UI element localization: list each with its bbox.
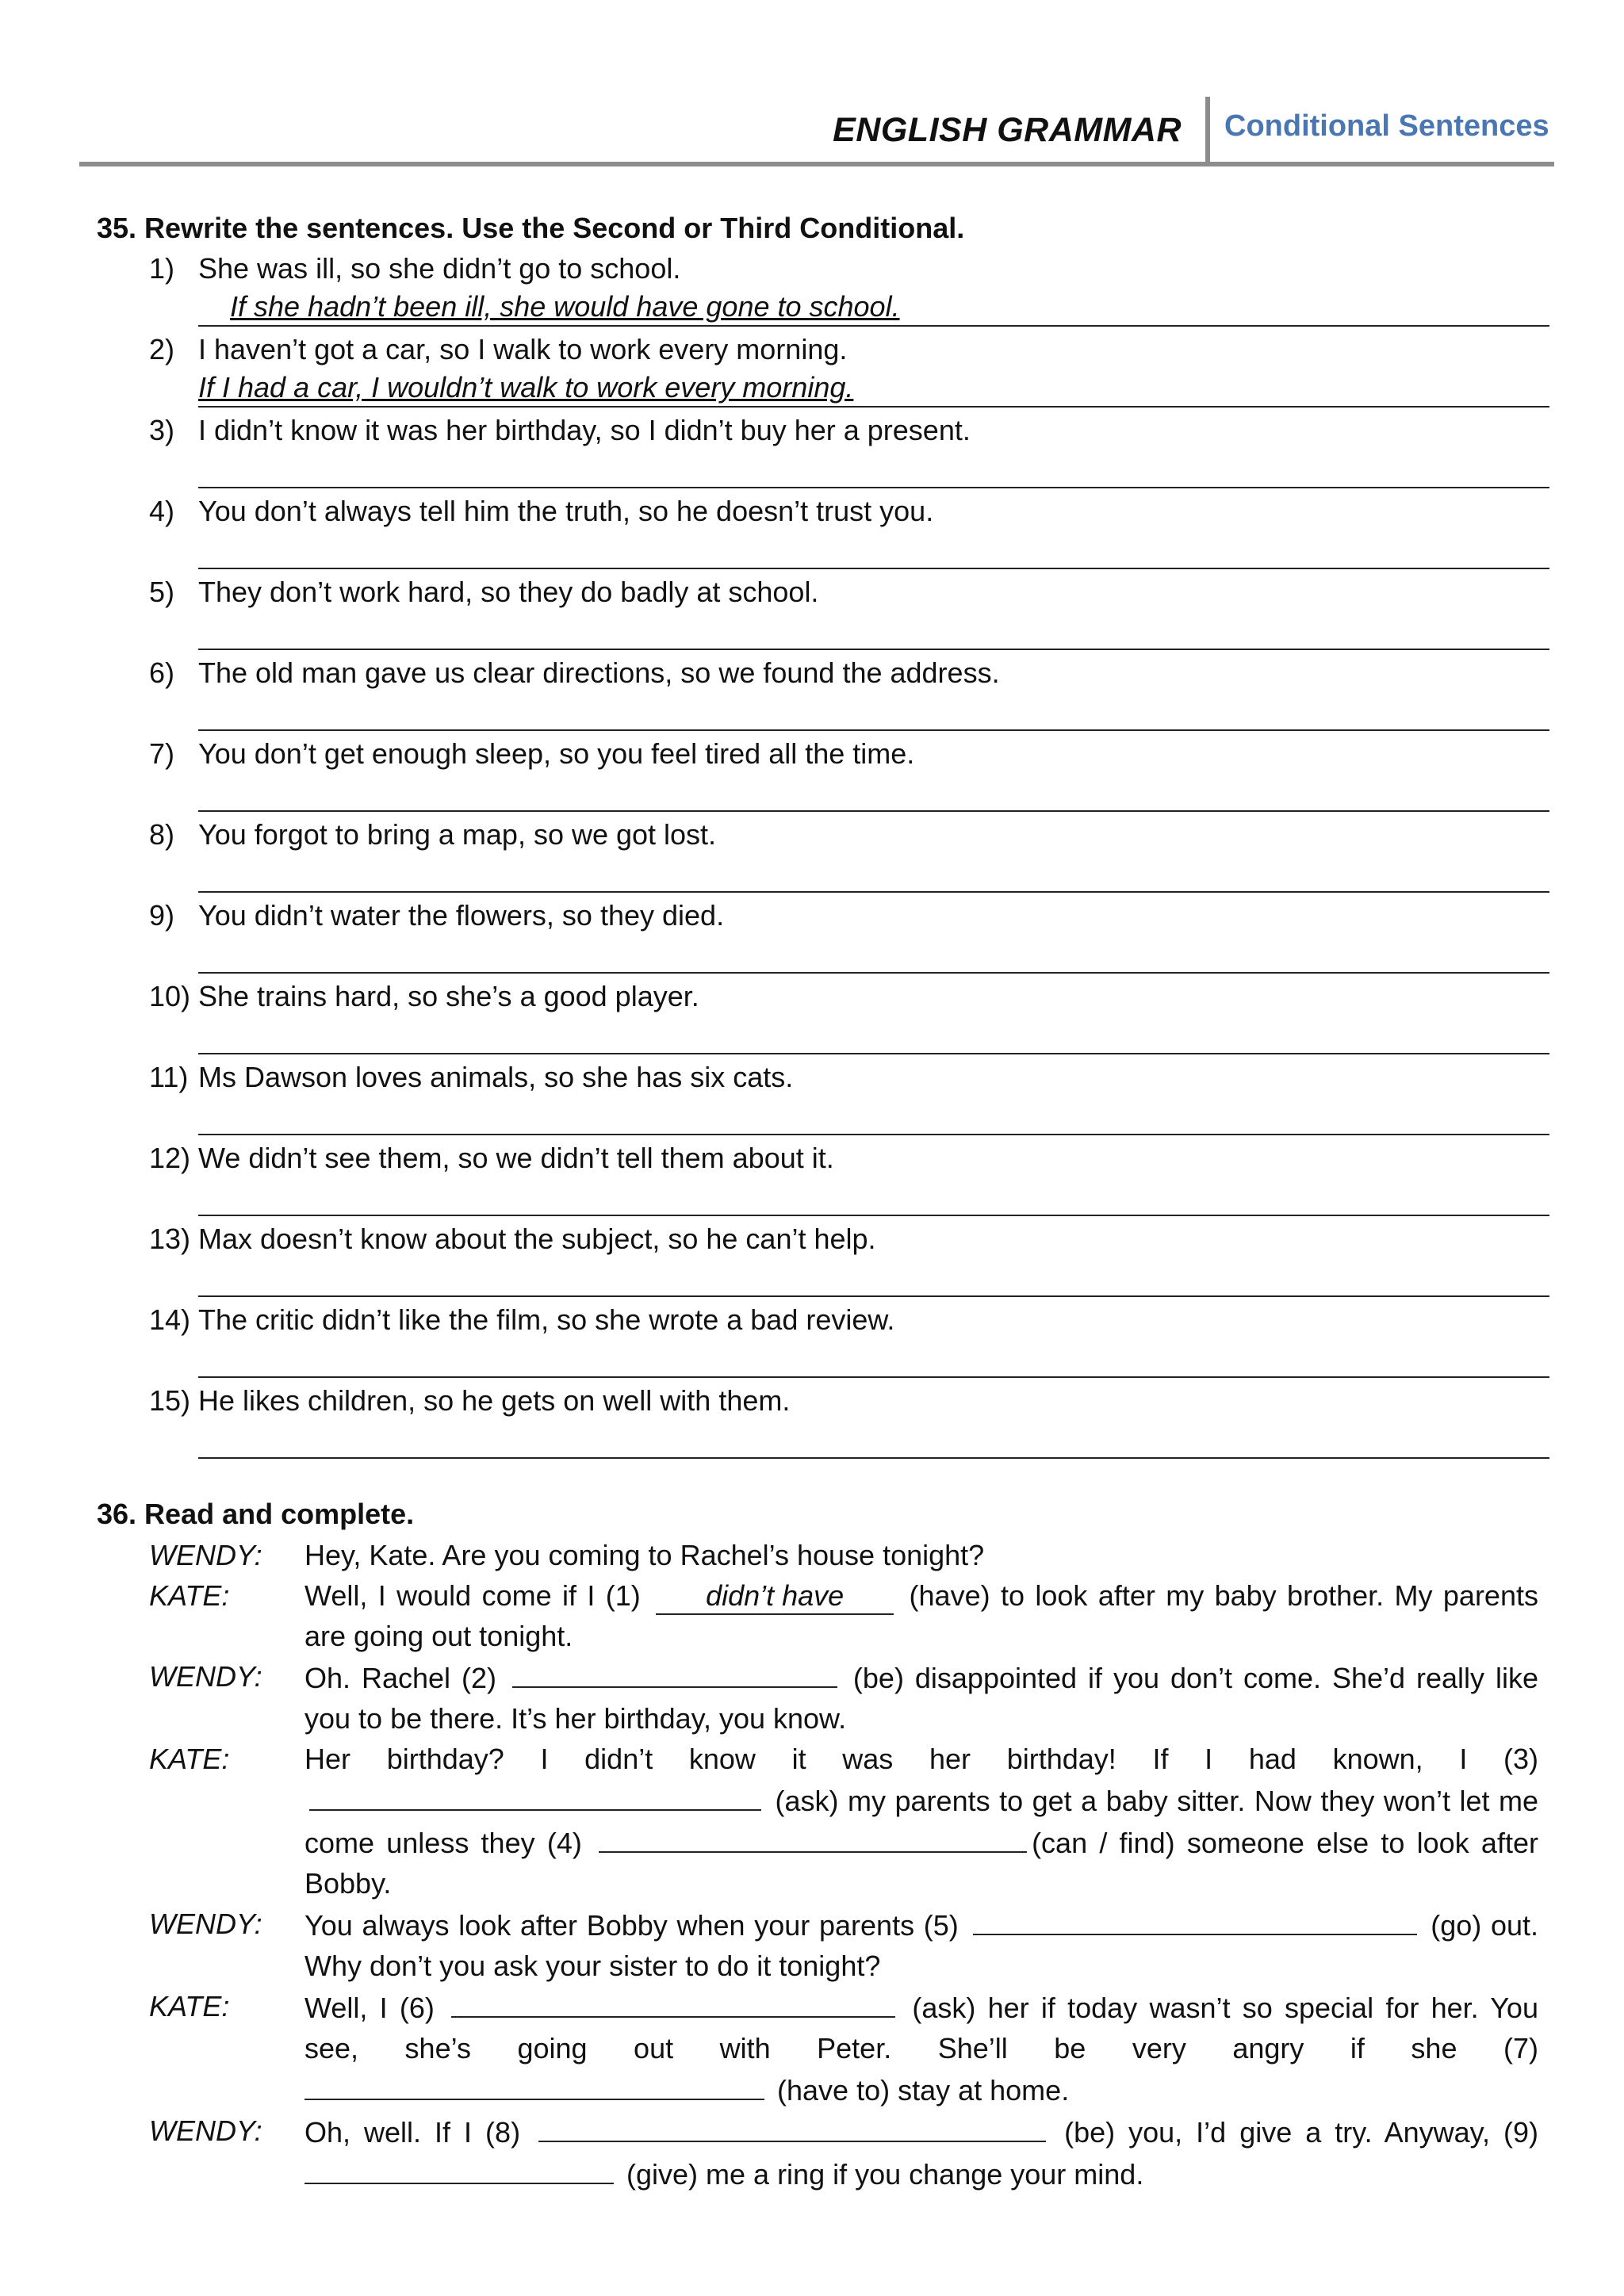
- speech-part: Well, I would come if I (1): [304, 1579, 641, 1612]
- dialog-turn-2: [149, 1575, 1538, 1656]
- answer-line[interactable]: [198, 1376, 1549, 1378]
- speech-part: (ask) her if today wasn’t so special for her. You see, she’s going out with Peter. She’ll be very angry if she (7): [304, 1992, 1538, 2064]
- answer-line[interactable]: [198, 1215, 1549, 1216]
- exercise-item: [97, 249, 1540, 330]
- item-sentence: Ms Dawson loves animals, so she has six cats.: [198, 1061, 794, 1093]
- exercise-36-heading: [97, 1494, 1540, 1535]
- dialog-turn-4: [149, 1739, 1538, 1904]
- item-sentence: She trains hard, so she’s a good player.: [198, 980, 699, 1012]
- speaker-wendy: WENDY:: [149, 1908, 262, 1940]
- dialog-turn-6: [149, 1986, 1538, 2110]
- speech-part: You always look after Bobby when your parents (5): [304, 1909, 959, 1942]
- item-number: 4): [149, 495, 175, 527]
- speaker-wendy: WENDY:: [149, 1539, 262, 1571]
- answer-line[interactable]: [198, 1134, 1549, 1135]
- exercise-item: [97, 1381, 1540, 1462]
- answer-line[interactable]: [198, 649, 1549, 650]
- item-number: 7): [149, 737, 175, 770]
- dialog-turn-7: [149, 2110, 1538, 2195]
- answer-line[interactable]: [198, 729, 1549, 731]
- item-answer: If she hadn’t been ill, she would have gone to school.: [230, 290, 900, 323]
- exercise-35-items: [97, 249, 1540, 1462]
- item-number: 11): [149, 1061, 189, 1093]
- item-sentence: Max doesn’t know about the subject, so he can’t help.: [198, 1223, 876, 1255]
- speaker-wendy: WENDY:: [149, 2114, 262, 2147]
- speaker-wendy: WENDY:: [149, 1660, 262, 1693]
- item-sentence: I haven’t got a car, so I walk to work every morning.: [198, 333, 848, 365]
- blank-5[interactable]: [973, 1904, 1417, 1935]
- item-sentence: You didn’t water the flowers, so they died.: [198, 899, 725, 932]
- speech-part: (go) out. Why don’t you ask your sister to do it tonight?: [304, 1909, 1538, 1982]
- answer-line[interactable]: [198, 1457, 1549, 1459]
- exercise-item: [97, 492, 1540, 572]
- header-rule: [79, 162, 1554, 166]
- exercise-item: [97, 330, 1540, 411]
- answer-line[interactable]: [198, 810, 1549, 812]
- speech-part: (ask) my parents to get a baby sitter. Now they won’t let me come unless they (4): [304, 1785, 1538, 1859]
- item-number: 13): [149, 1223, 191, 1255]
- item-number: 1): [149, 252, 175, 285]
- item-number: 3): [149, 414, 175, 446]
- blank-4[interactable]: [599, 1821, 1027, 1853]
- item-sentence: We didn’t see them, so we didn’t tell them about it.: [198, 1142, 834, 1174]
- item-sentence: He likes children, so he gets on well with them.: [198, 1384, 791, 1417]
- blank-3[interactable]: [309, 1779, 761, 1811]
- speech-part: (can / find) someone else to look after Bobby.: [304, 1827, 1538, 1900]
- speech-text: [304, 1739, 1538, 1904]
- dialog-turn-3: [149, 1656, 1538, 1739]
- answer-line[interactable]: [198, 1053, 1549, 1054]
- item-sentence: She was ill, so she didn’t go to school.: [198, 252, 681, 285]
- item-number: 9): [149, 899, 175, 932]
- blank-7[interactable]: [304, 2068, 764, 2100]
- answer-line[interactable]: [198, 568, 1549, 569]
- blank-8[interactable]: [538, 2110, 1046, 2142]
- speech-part: (be) you, I’d give a try. Anyway, (9): [1064, 2116, 1538, 2149]
- answer-line[interactable]: [198, 891, 1549, 893]
- header-title: ENGLISH GRAMMAR: [833, 111, 1182, 149]
- speech-part: (give) me a ring if you change your mind.: [626, 2158, 1144, 2191]
- page-header: [79, 94, 1554, 166]
- item-number: 10): [149, 980, 191, 1012]
- blank-6[interactable]: [451, 1986, 895, 2018]
- blank-1-answer: didn’t have: [656, 1578, 894, 1615]
- speech-part: Oh, well. If I (8): [304, 2116, 521, 2149]
- speech-text: [304, 1656, 1538, 1739]
- exercise-item: [97, 815, 1540, 896]
- exercise-item: [97, 1138, 1540, 1219]
- speech-part: Her birthday? I didn’t know it was her birthday! If I had known, I (3): [304, 1743, 1538, 1775]
- speech-text: [304, 1986, 1538, 2110]
- dialog-turn-1: [149, 1535, 1538, 1575]
- exercise-item: [97, 572, 1540, 653]
- speech-part: (be) disappointed if you don’t come. She’d really like you to be there. It’s her birthday, you know.: [304, 1662, 1538, 1735]
- speaker-kate: KATE:: [149, 1579, 230, 1612]
- answer-line[interactable]: [198, 972, 1549, 974]
- exercise-36-dialog: [149, 1535, 1538, 2195]
- item-sentence: You don’t get enough sleep, so you feel tired all the time.: [198, 737, 915, 770]
- speech-text: [304, 2110, 1538, 2195]
- exercise-item: [97, 653, 1540, 734]
- speech-text: [304, 1535, 1538, 1575]
- answer-line: [198, 406, 1549, 408]
- item-sentence: You don’t always tell him the truth, so he doesn’t trust you.: [198, 495, 934, 527]
- item-sentence: They don’t work hard, so they do badly at school.: [198, 576, 819, 608]
- speech-part: (have to) stay at home.: [777, 2074, 1070, 2107]
- header-separator: [1205, 97, 1210, 165]
- item-sentence: The critic didn’t like the film, so she wrote a bad review.: [198, 1303, 895, 1336]
- header-subtitle: Conditional Sentences: [1224, 109, 1549, 143]
- exercise-35: [97, 208, 1540, 1462]
- item-answer: If I had a car, I wouldn’t walk to work every morning.: [198, 371, 854, 404]
- speech-part: Well, I (6): [304, 1992, 435, 2024]
- exercise-item: [97, 977, 1540, 1058]
- blank-9[interactable]: [304, 2152, 614, 2184]
- exercise-item: [97, 1300, 1540, 1381]
- exercise-item: [97, 896, 1540, 977]
- item-number: 5): [149, 576, 175, 608]
- item-number: 6): [149, 656, 175, 689]
- exercise-36-title: 36. Read and complete.: [97, 1498, 415, 1530]
- speech-text: [304, 1904, 1538, 1986]
- exercise-35-title: 35. Rewrite the sentences. Use the Second or Third Conditional.: [97, 212, 965, 244]
- speaker-kate: KATE:: [149, 1990, 230, 2022]
- item-number: 12): [149, 1142, 191, 1174]
- exercise-item: [97, 411, 1540, 492]
- item-sentence: You forgot to bring a map, so we got lost.: [198, 818, 717, 851]
- speech-part: Oh. Rachel (2): [304, 1662, 496, 1694]
- answer-line[interactable]: [198, 1295, 1549, 1297]
- speech-part: (have) to look after my baby brother. My parents are going out tonight.: [304, 1579, 1538, 1652]
- item-number: 15): [149, 1384, 191, 1417]
- exercise-item: [97, 1058, 1540, 1138]
- exercise-item: [97, 1219, 1540, 1300]
- answer-line[interactable]: [198, 487, 1549, 488]
- speech-text: [304, 1575, 1538, 1656]
- speaker-kate: KATE:: [149, 1743, 230, 1775]
- item-number: 14): [149, 1303, 191, 1336]
- item-number: 2): [149, 333, 175, 365]
- exercise-item: [97, 734, 1540, 815]
- item-sentence: The old man gave us clear directions, so we found the address.: [198, 656, 1000, 689]
- item-number: 8): [149, 818, 175, 851]
- answer-line: [198, 325, 1549, 327]
- blank-2[interactable]: [512, 1656, 837, 1688]
- dialog-turn-5: [149, 1904, 1538, 1986]
- item-sentence: I didn’t know it was her birthday, so I didn’t buy her a present.: [198, 414, 971, 446]
- speech-part: Hey, Kate. Are you coming to Rachel’s house tonight?: [304, 1539, 985, 1571]
